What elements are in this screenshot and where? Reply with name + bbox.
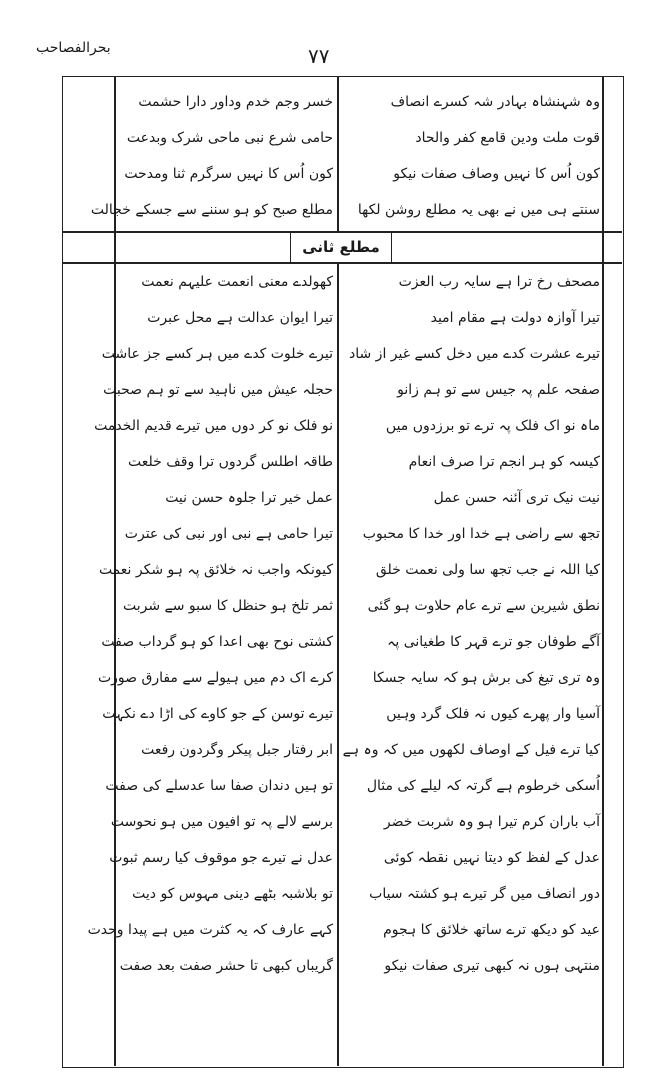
verse-line: حامی شرع نبی ماحی شرک وبدعت: [126, 130, 333, 146]
section-divider: [62, 262, 622, 264]
verse-line: ثمر تلخ ہو حنظل کا سبو سے شربت: [123, 598, 333, 614]
verse-line: صفحہ علم پہ جیس سے تو ہم زانو: [397, 382, 600, 398]
verse-line: کیا ترے فیل کے اوصاف لکھوں میں کہ وہ ہے: [342, 742, 600, 758]
verse-line: تیرا آوازہ دولت ہے مقام امید: [430, 310, 600, 326]
verse-line: تو ہیں دندان صفا سا عدسلے کی صفت: [105, 778, 333, 794]
verse-line: عدل کے لفظ کو دیتا نہیں نقطہ کوئی: [383, 850, 600, 866]
verse-line: قوت ملت ودین قامع کفر والحاد: [415, 130, 600, 146]
column-divider-main: [337, 262, 339, 1066]
verse-line: تیرے خلوت کدے میں ہر کسے جز عاشت: [101, 346, 333, 362]
verse-line: سنتے ہی میں نے بھی یہ مطلع روشن لکھا: [357, 202, 600, 218]
verse-line: کون اُس کا نہیں سرگرم ثنا ومدحت: [124, 166, 333, 182]
verse-line: نو فلک نو کر دوں میں تیرے قدیم الخدمت: [94, 418, 333, 434]
verse-line: کیسہ کو ہر انجم ترا صرف انعام: [408, 454, 600, 470]
verse-line: تیرا حامی ہے نبی اور نبی کی عترت: [124, 526, 333, 542]
verse-line: کھولدے معنی انعمت علیہم نعمت: [141, 274, 333, 290]
verse-line: کون اُس کا نہیں وصاف صفات نیکو: [393, 166, 600, 182]
verse-line: برسے لالے پہ تو افیون میں ہو نحوست: [110, 814, 333, 830]
verse-line: کیونکہ واجب نہ خلائق پہ ہو شکر نعمت: [98, 562, 333, 578]
verse-line: ابر رفتار جبل پیکر وگردون رفعت: [141, 742, 333, 758]
verse-line: تیرا ایوان عدالت ہے محل عبرت: [147, 310, 333, 326]
section-title: مطلع ثانی: [290, 231, 392, 262]
verse-line: اُسکی خرطوم ہے گرتہ کہ لیلے کی مثال: [366, 778, 600, 794]
verse-line: مطلع صبح کو ہو سننے سے جسکے خجالت: [90, 202, 333, 218]
verse-line: تجھ سے راضی ہے خدا اور خدا کا محبوب: [362, 526, 600, 542]
verse-line: دور انصاف میں گر تیرے ہو کشتہ سیاب: [369, 886, 600, 902]
verse-line: نیت نیک تری آئنہ حسن عمل: [433, 490, 600, 506]
verse-line: عدل نے تیرے جو موقوف کیا رسم ثبوت: [109, 850, 333, 866]
verse-line: ماہ نو اک فلک پہ ترے تو برزدوں میں: [385, 418, 600, 434]
verse-line: مصحف رخ ترا ہے سایہ رب العزت: [398, 274, 600, 290]
verse-line: تو بلاشبہ بٹھے دینی مہوس کو دیت: [132, 886, 333, 902]
main-left-column: [87, 272, 333, 992]
verse-line: کیا اللہ نے جب تجھ سا ولی نعمت خلق: [375, 562, 600, 578]
verse-line: آب باران کرم تیرا ہو وہ شربت خضر: [383, 814, 600, 830]
verse-line: طاقہ اطلس گردوں ترا وقف خلعت: [128, 454, 333, 470]
inner-column-rule: [602, 76, 604, 1066]
verse-line: کہے عارف کہ یہ کثرت میں ہے پیدا وحدت: [87, 922, 333, 938]
verse-line: گریباں کبھی تا حشر صفت بعد صفت: [119, 958, 333, 974]
top-right-column: [345, 92, 600, 236]
verse-line: کشتی نوح بھی اعدا کو ہو گرداب صفت: [101, 634, 333, 650]
verse-line: وہ تری تیغ کی برش ہو کہ سایہ جسکا: [372, 670, 600, 686]
main-right-column: [342, 272, 600, 992]
verse-line: آسیا وار پھرے کیوں نہ فلک گرد وہیں: [386, 706, 600, 722]
verse-line: نطق شیرین سے ترے عام حلاوت ہو گئی: [367, 598, 600, 614]
running-header: بحرالفصاحب: [36, 40, 111, 56]
verse-line: وہ شہنشاہ بہادر شہ کسرے انصاف: [390, 94, 600, 110]
verse-line: حجلہ عیش میں ناہید سے تو ہم صحبت: [103, 382, 333, 398]
verse-line: تیرے توسن کے جو کاوے کی اڑا دے نکہت: [102, 706, 333, 722]
verse-line: عمل خیر ترا جلوہ حسن نیت: [165, 490, 333, 506]
verse-line: عید کو دیکھ ترے ساتھ خلائق کا ہجوم: [383, 922, 600, 938]
page-number: ٧٧: [308, 44, 330, 68]
verse-line: آگے طوفان جو ترے قہر کا طغیانی پہ: [387, 634, 600, 650]
verse-line: منتہی ہوں نہ کبھی تیری صفات نیکو: [384, 958, 600, 974]
verse-line: خسر وجم خدم وداور دارا حشمت: [138, 94, 333, 110]
column-divider-top: [337, 76, 339, 231]
verse-line: تیرے عشرت کدے میں دخل کسے غیر از شاد: [349, 346, 600, 362]
top-left-column: [90, 92, 333, 236]
verse-line: کرے اک دم میں ہیولے سے مفارق صورت: [97, 670, 333, 686]
